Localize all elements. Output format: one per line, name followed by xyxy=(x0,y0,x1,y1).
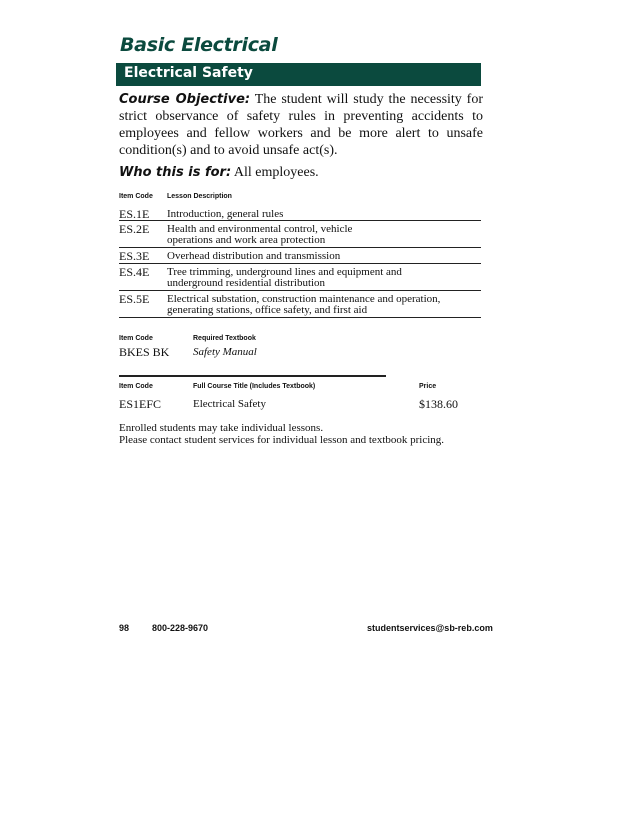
lesson-table xyxy=(119,206,481,318)
category-title: Basic Electrical xyxy=(120,34,278,56)
table-row xyxy=(119,221,481,248)
course-code: ES1EFC xyxy=(119,397,162,411)
note-contact: Please contact student services for individual lesson and textbook pricing. xyxy=(119,434,445,446)
objective-text: The student will study the necessity for strict observance of safety rules in preventing accidents to employees and fellow workers and be more alert to unsafe condition(s) and to avoid unsafe act(s). xyxy=(119,92,483,158)
table-row xyxy=(119,264,481,291)
lesson-code: ES.2E xyxy=(119,222,150,236)
audience xyxy=(119,165,319,181)
table-row xyxy=(119,248,481,264)
lesson-description: Health and environmental control, vehicle operations and work area protection xyxy=(167,223,353,246)
lesson-desc-header: Lesson Description xyxy=(167,193,232,200)
contact-email: studentservices@sb-reb.com xyxy=(367,623,493,633)
textbook-title-header: Required Textbook xyxy=(193,335,256,342)
course-title: Electrical Safety xyxy=(124,65,253,81)
lesson-description: Electrical substation, construction maintenance and operation, generating stations, office safety, and first aid xyxy=(167,293,441,316)
lesson-code: ES.1E xyxy=(119,207,150,221)
page-number: 98 xyxy=(119,623,130,633)
course-price: $138.60 xyxy=(419,397,458,411)
textbook-title: Safety Manual xyxy=(193,346,257,358)
objective-label: Course Objective: xyxy=(119,92,251,107)
table-row xyxy=(119,206,481,221)
lesson-description: Tree trimming, underground lines and equipment and underground residential distribution xyxy=(167,266,402,289)
note-individual-lessons: Enrolled students may take individual lessons. xyxy=(119,422,324,434)
textbook-code-header: Item Code xyxy=(119,335,153,342)
lesson-description: Overhead distribution and transmission xyxy=(167,250,341,262)
table-row xyxy=(119,291,481,318)
audience-text: All employees. xyxy=(231,165,319,180)
divider xyxy=(119,375,386,377)
course-price-header: Price xyxy=(419,383,437,390)
course-full-title: Electrical Safety xyxy=(193,398,266,410)
lesson-code: ES.4E xyxy=(119,265,150,279)
lesson-code-header: Item Code xyxy=(119,193,153,200)
audience-label: Who this is for: xyxy=(119,165,232,180)
course-code-header: Item Code xyxy=(119,383,153,390)
textbook-code: BKES BK xyxy=(119,345,170,359)
lesson-code: ES.5E xyxy=(119,292,150,306)
phone-number: 800-228-9670 xyxy=(152,623,209,633)
lesson-description: Introduction, general rules xyxy=(167,208,284,220)
course-objective xyxy=(119,91,483,159)
lesson-code: ES.3E xyxy=(119,249,150,263)
course-title-header: Full Course Title (Includes Textbook) xyxy=(193,383,316,390)
